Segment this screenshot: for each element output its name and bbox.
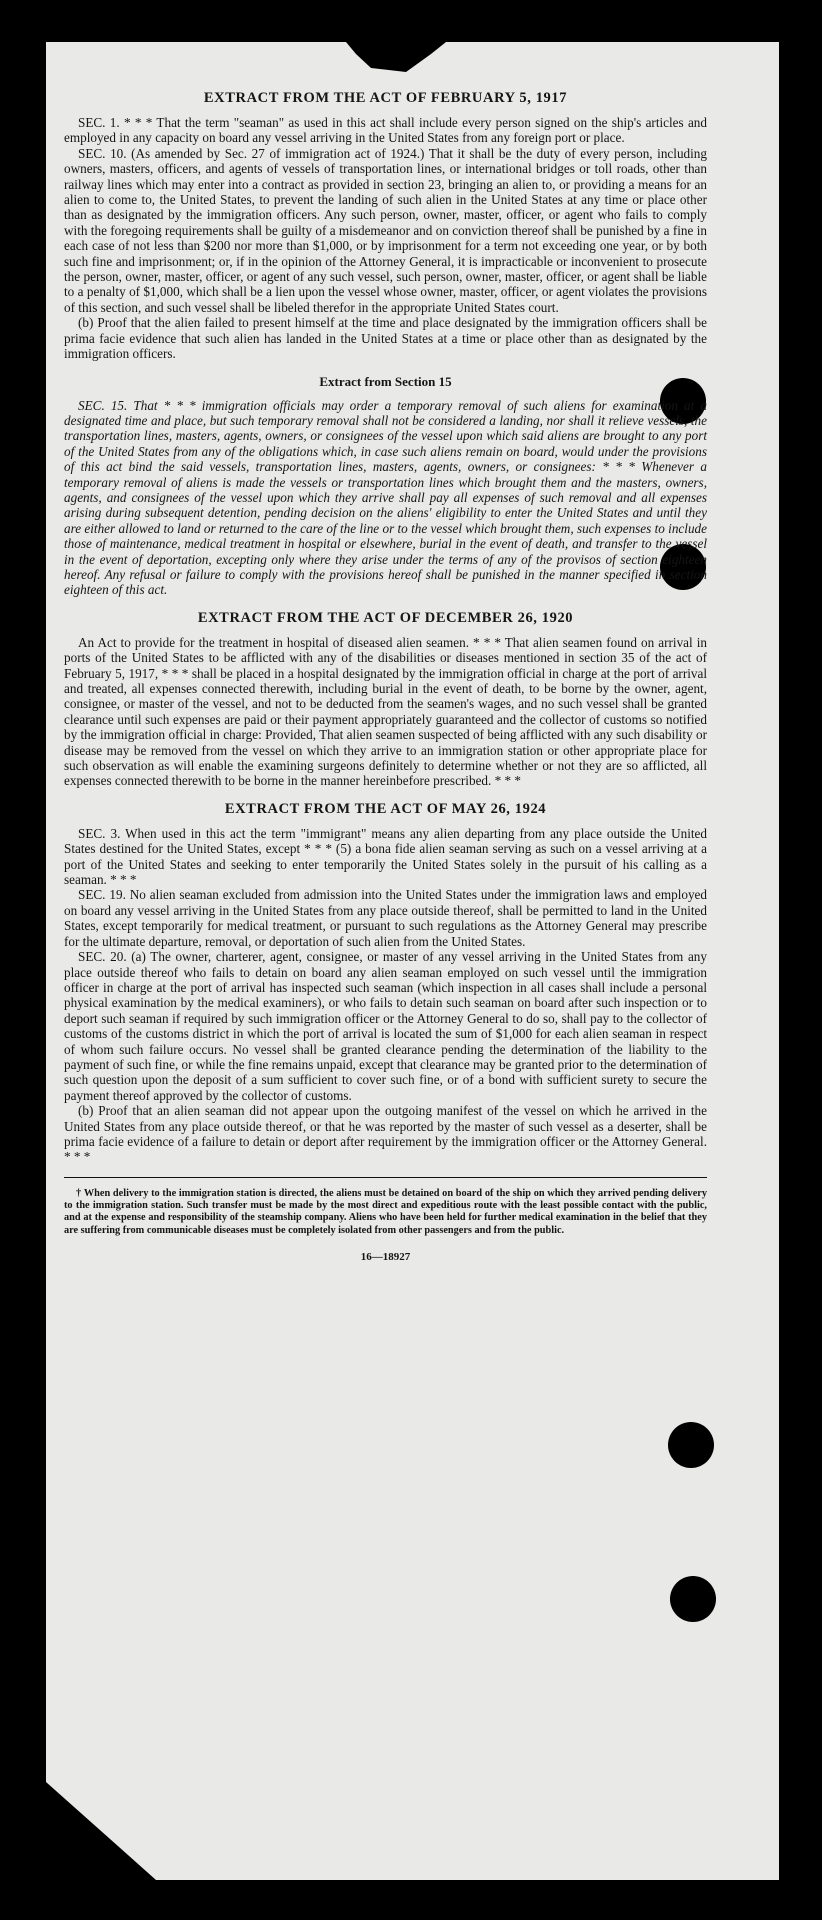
section-heading: EXTRACT FROM THE ACT OF MAY 26, 1924	[224, 800, 547, 817]
document-content	[64, 90, 707, 1263]
section-heading: EXTRACT FROM THE ACT OF FEBRUARY 5, 1917	[203, 90, 568, 106]
paragraph: SEC. 1. * * * That the term "seaman" as used in this act shall include every person signed on the ship's articles and employed in any capacity on board any vessel arriving in the United States from any foreign port or place.	[64, 115, 707, 146]
paragraph: (b) Proof that an alien seaman did not appear upon the outgoing manifest of the vessel on which he arrived in the United States from any place outside thereof, or that he was reported by the master of such vessel as a deserter, shall be prima facie evidence of a failure to detain or deport after requirement by the immigration officer or the Attorney General. * * *	[64, 1103, 707, 1165]
paragraph: An Act to provide for the treatment in hospital of diseased alien seamen. * * * That alien seamen found on arrival in ports of the United States to be afflicted with any of the disabilities or diseases mentioned in section 35 of the act of February 5, 1917, * * * shall be placed in a hospital designated by the immigration official in charge at the port of arrival and treated, all expenses connected therewith, including burial in the event of death, to be borne by the owner, agent, consignee, or master of the vessel, and not to be deducted from the seamen's wages, and no such vessel shall be granted clearance until such expenses are paid or their payment appropriately guaranteed and the collector of customs so notified by the immigration official in charge: Provided, That alien seamen suspected of being afflicted with any such disability or disease may be removed from the vessel on which they arrive to an immigration station or other appropriate place for such observation as will enable the examining surgeons definitely to determine whether or not they are so afflicted, all expenses connected therewith to be borne in the manner hereinbefore prescribed. * * *	[64, 634, 707, 789]
section-subheading: Extract from Section 15	[319, 373, 452, 389]
paragraph: SEC. 20. (a) The owner, charterer, agent, consignee, or master of any vessel arriving in the United States from any place outside thereof who fails to detain on board any alien seaman employed on such vessel until the immigration officer in charge at the port of arrival has inspected such seaman (which inspection in all cases shall include a personal physical examination by the medical examiners), or who fails to detain such seaman on board after such inspection or to deport such seaman if required by such immigration officer or the Attorney General to do so, shall pay to the collector of customs of the customs district in which the port of arrival is located the sum of $1,000 for each alien seaman in respect of whom such failure occurs. No vessel shall be granted clearance pending the determination of the liability to the payment of such fine, or while the fine remains unpaid, except that clearance may be granted prior to the determination of such question upon the deposit of a sum sufficient to cover such fine, or of a bond with sufficient surety to secure the payment thereof approved by the collector of customs.	[64, 949, 708, 1103]
paragraph: SEC. 10. (As amended by Sec. 27 of immigration act of 1924.) That it shall be the duty of every person, including owners, masters, officers, and agents of vessels of transportation lines, or international bridges or toll roads, other than railway lines which may enter into a contract as provided in section 23, bringing an alien to, or providing a means for an alien to come to, the United States, to prevent the landing of such alien in the United States at any time or place other than as designated by the immigration officers. Any such person, owner, master, officer, or agent who fails to comply with the foregoing requirements shall be guilty of a misdemeanor and on conviction thereof shall be punished by a fine in each case of not less than $200 nor more than $1,000, or by imprisonment for a term not exceeding one year, or by both such fine and imprisonment; or, if in the opinion of the Attorney General, it is impracticable or inconvenient to prosecute the person, owner, master, officer, or agent of any such vessel, such person, owner, master, officer, or agent shall be liable to a penalty of $1,000, which shall be a lien upon the vessel whose owner, master, officer, or agent violates the provisions of this section, and such vessel shall be libeled therefor in the appropriate United States court.	[64, 145, 707, 315]
section-block	[64, 115, 707, 362]
section-heading: EXTRACT FROM THE ACT OF DECEMBER 26, 1920	[197, 609, 574, 626]
footnote: † When delivery to the immigration station is directed, the aliens must be detained on board of the ship on which they arrived pending delivery to the immigration station. Such transfer must be made by the most direct and expeditious route with the least possible contact with the public, and at the expense and responsibility of the steamship company. Aliens who have been held for further medical examination in the belief that they are suffering from communicable diseases must be completely isolated from other passengers and from the public.	[64, 1188, 707, 1236]
paragraph: SEC. 15. That * * * immigration officials may order a temporary removal of such aliens for examination at a designated time and place, but such temporary removal shall not be considered a landing, nor shall it relieve vessels, the transportation lines, masters, agents, owners, or consignees of the vessel upon which said aliens are brought to any port of the United States from any of the obligations which, in case such aliens remain on board, would under the provisions of this act bind the said vessels, transportation lines, masters, agents, owners, or consignees: * * * Whenever a temporary removal of aliens is made the vessels or transportation lines which brought them and the masters, owners, agents, and consignees of the vessel upon which they arrive shall pay all expenses of such removal and all expenses arising during subsequent detention, pending decision on the aliens' eligibility to enter the United States and until they are either allowed to land or returned to the care of the line or to the vessel which brought them, such expenses to include those of maintenance, medical treatment in hospital or elsewhere, burial in the event of death, and transfer to the vessel in the event of deportation, excepting only where they arise under the terms of any of the provisos of section eighteen hereof. Any refusal or failure to comply with the provisions hereof shall be punished in the manner specified in section eighteen of this act.	[64, 397, 707, 598]
paragraph: SEC. 3. When used in this act the term "immigrant" means any alien departing from any place outside the United States destined for the United States, except * * * (5) a bona fide alien seaman serving as such on a vessel arriving at a port of the United States and seeking to enter temporarily the United States solely in the pursuit of his calling as a seaman. * * *	[64, 825, 707, 888]
section-block	[64, 826, 707, 1165]
section-block	[64, 635, 707, 789]
paragraph: SEC. 19. No alien seaman excluded from admission into the United States under the immigration laws and employed on board any vessel arriving in the United States from any place outside thereof, shall be permitted to land in the United States, except temporarily for medical treatment, or pursuant to such regulations as the Attorney General may prescribe for the ultimate departure, removal, or deportation of such alien from the United States.	[64, 887, 707, 949]
punch-hole	[670, 1576, 716, 1622]
section-block	[64, 398, 707, 598]
divider	[64, 1177, 707, 1178]
page-number: 16—18927	[360, 1250, 411, 1263]
punch-hole	[668, 1422, 714, 1468]
paragraph: (b) Proof that the alien failed to present himself at the time and place designated by the immigration officers shall be prima facie evidence that such alien has landed in the United States at a time or place other than as designated by the immigration officers.	[64, 315, 707, 362]
